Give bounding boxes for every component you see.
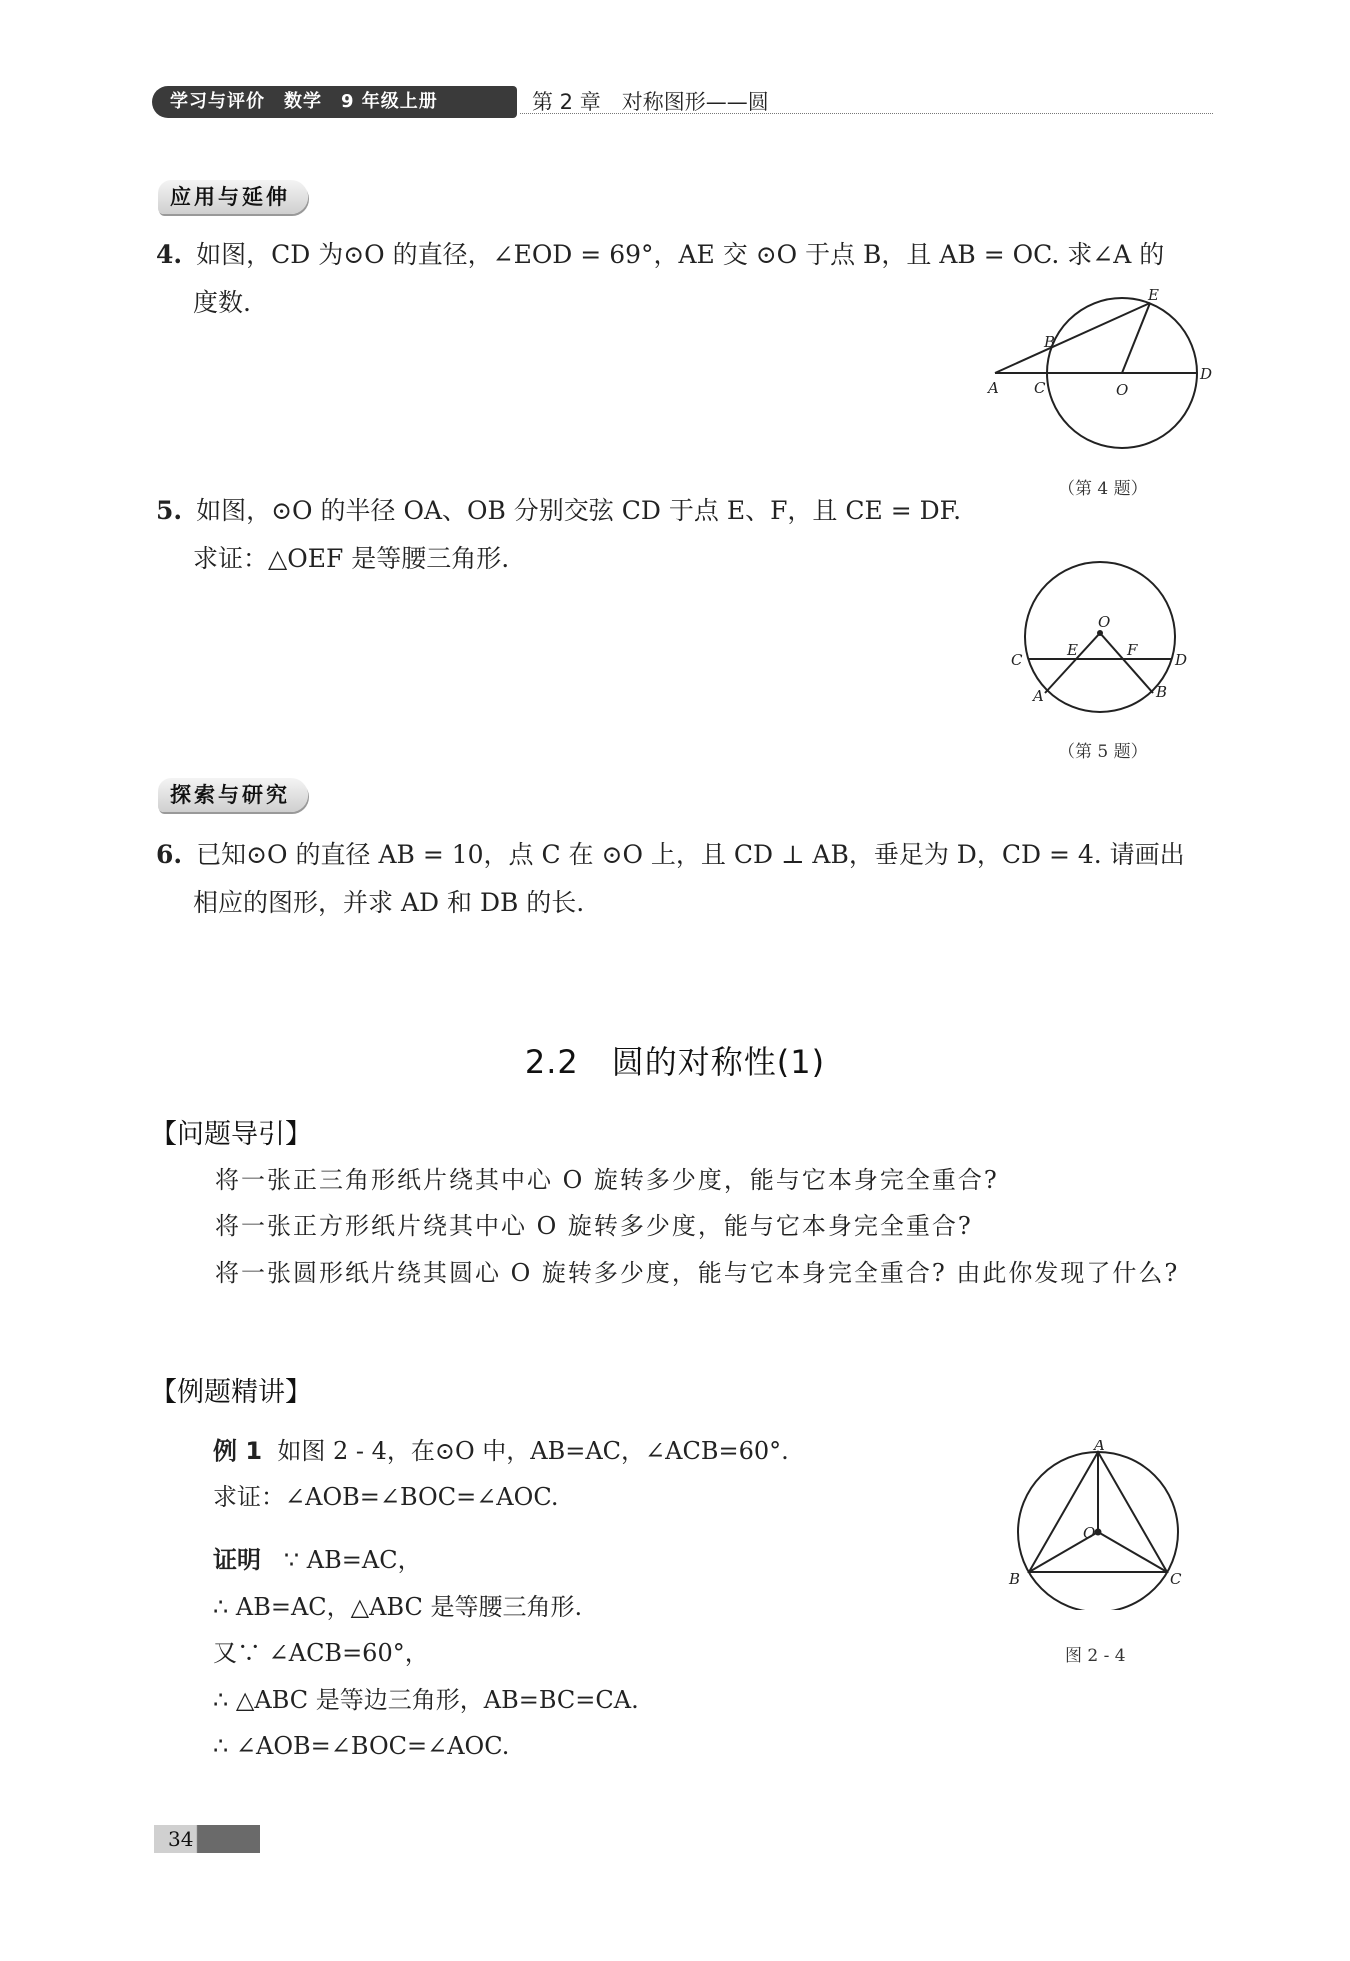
problem-5-line2: 求证：△OEF 是等腰三角形. [193, 544, 510, 573]
proof-line-2: ∴ AB=AC，△ABC 是等腰三角形. [213, 1593, 583, 1621]
problem-4 [156, 232, 1164, 278]
example-1-line1 [213, 1428, 789, 1474]
label-B: B [1044, 333, 1056, 351]
label-E: E [1067, 641, 1078, 659]
example-label: 例 1 [213, 1437, 263, 1465]
guide-line-3: 将一张圆形纸片绕其圆心 O 旋转多少度，能与它本身完全重合? 由此你发现了什么? [215, 1259, 1180, 1287]
label-D: D [1200, 365, 1213, 383]
section-tag-apply: 应用与延伸 [158, 180, 308, 214]
figure-5 [1005, 555, 1205, 715]
problem-text: 如图，⊙O 的半径 OA、OB 分别交弦 CD 于点 E、F，且 CE = DF. [196, 496, 962, 525]
header-divider [520, 113, 1213, 114]
label-O: O [1116, 381, 1129, 399]
label-F: F [1127, 641, 1138, 659]
problem-number: 6. [156, 840, 183, 869]
label-C: C [1011, 651, 1023, 669]
example-1-line2: 求证：∠AOB=∠BOC=∠AOC. [213, 1483, 559, 1511]
figure-4-caption: （第 4 题） [1058, 479, 1148, 499]
problem-6-line2: 相应的图形，并求 AD 和 DB 的长. [193, 888, 585, 917]
figure-2-4 [1005, 1440, 1205, 1610]
label-C: C [1170, 1570, 1182, 1588]
problem-text: 如图，CD 为⊙O 的直径，∠EOD = 69°，AE 交 ⊙O 于点 B，且 AB = OC. 求∠A 的 [196, 240, 1165, 269]
figure-2-4-caption: 图 2 - 4 [1065, 1646, 1126, 1666]
guide-heading: 【问题导引】 [150, 1119, 312, 1150]
proof-line-4: ∴ △ABC 是等边三角形，AB=BC=CA. [213, 1686, 639, 1714]
problem-number: 5. [156, 496, 183, 525]
figure-5-caption: （第 5 题） [1058, 742, 1148, 762]
label-O: O [1098, 613, 1111, 631]
problem-text: 已知⊙O 的直径 AB = 10，点 C 在 ⊙O 上，且 CD ⊥ AB，垂足为 D，CD = 4. 请画出 [196, 840, 1185, 869]
guide-line-1: 将一张正三角形纸片绕其中心 O 旋转多少度，能与它本身完全重合? [215, 1166, 999, 1194]
chapter-title: 第 2 章 对称图形——圆 [532, 90, 769, 114]
label-O: O [1083, 1524, 1096, 1542]
proof-line-1 [213, 1537, 422, 1583]
problem-5 [156, 488, 961, 534]
book-label: 学习与评价 数学 9 年级上册 [152, 86, 517, 118]
problem-4-line2: 度数. [193, 288, 251, 317]
proof-label: 证明 [213, 1546, 261, 1574]
proof-line-5: ∴ ∠AOB=∠BOC=∠AOC. [213, 1732, 510, 1760]
label-B: B [1009, 1570, 1021, 1588]
guide-line-2: 将一张正方形纸片绕其中心 O 旋转多少度，能与它本身完全重合? [215, 1212, 973, 1240]
label-B: B [1156, 683, 1168, 701]
page-number: 34 [168, 1827, 194, 1851]
label-D: D [1175, 651, 1188, 669]
page-number-block [154, 1825, 260, 1853]
example-statement: 如图 2 - 4，在⊙O 中，AB=AC，∠ACB=60°. [277, 1437, 789, 1465]
label-A: A [1033, 687, 1044, 705]
section-title: 2.2 圆的对称性(1) [524, 1043, 826, 1081]
example-heading: 【例题精讲】 [150, 1377, 312, 1408]
section-tag-explore: 探索与研究 [158, 778, 308, 812]
proof-step: ∵ AB=AC， [283, 1546, 422, 1574]
label-E: E [1148, 286, 1159, 304]
problem-6 [156, 832, 1185, 878]
label-C: C [1034, 379, 1046, 397]
label-A: A [1094, 1440, 1105, 1454]
label-A: A [988, 379, 999, 397]
problem-number: 4. [156, 240, 183, 269]
figure-4 [980, 285, 1220, 455]
proof-line-3: 又∵ ∠ACB=60°， [213, 1639, 429, 1667]
